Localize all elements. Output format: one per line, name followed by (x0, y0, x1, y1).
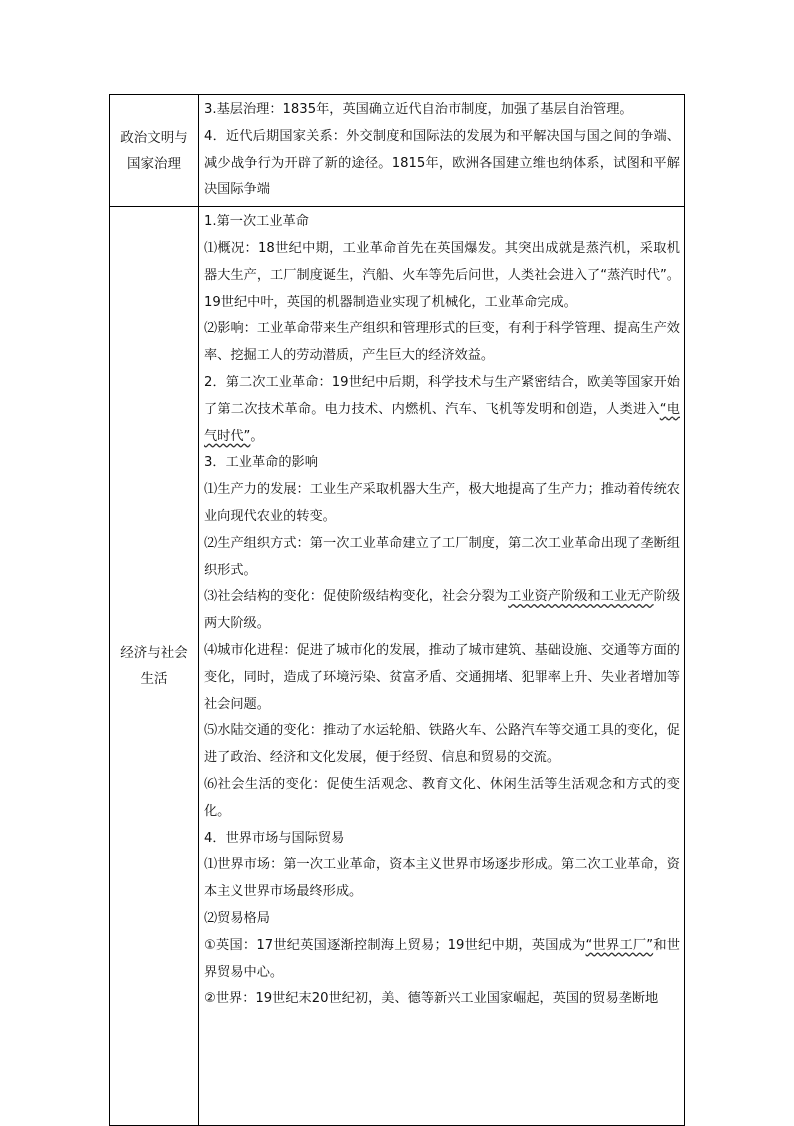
table-row (110, 207, 685, 1126)
text: ①英国：17世纪英国逐渐控制海上贸易；19世纪中期，英国成为 (204, 937, 586, 953)
underlined-term: “电气时代” (204, 401, 680, 444)
section-heading: 4．世界市场与国际贸易 (204, 830, 345, 846)
row-label-politics: 政治文明与国家治理 (110, 95, 199, 207)
paragraph: ⑵生产组织方式：第一次工业革命建立了工厂制度，第二次工业革命出现了垄断组织形式。 (204, 535, 680, 578)
paragraph: ⑹社会生活的变化：促使生活观念、教育文化、休闲生活等生活观念和方式的变化。 (204, 776, 680, 819)
underlined-term: “世界工厂” (585, 937, 654, 953)
paragraph: ⑴生产力的发展：工业生产采取机器大生产，极大地提高了生产力；推动着传统农业向现代农业的转变。 (204, 482, 680, 524)
paragraph: 4．近代后期国家关系：外交制度和国际法的发展为和平解决国与国之间的争端、减少战争行为开辟了新的途径。1815年，欧洲各国建立维也纳体系，试图和平解决国际争端 (204, 128, 680, 198)
paragraph (204, 933, 680, 987)
row-content-economy (199, 207, 685, 1126)
paragraph: ⑸水陆交通的变化：推动了水运轮船、铁路火车、公路汽车等交通工具的变化，促进了政治、经济和文化发展，便于经贸、信息和贸易的交流。 (204, 723, 680, 766)
row-content-politics (199, 95, 685, 207)
paragraph: ②世界：19世纪末20世纪初，美、德等新兴工业国家崛起，英国的贸易垄断地 (204, 991, 659, 1007)
row-label-economy: 经济与社会生活 (110, 207, 199, 1126)
paragraph: 3.基层治理：1835年，英国确立近代自治市制度，加强了基层自治管理。 (204, 102, 633, 117)
paragraph: ⑴概况：18世纪中期，工业革命首先在英国爆发。其突出成就是蒸汽机，采取机器大生产，工厂制度诞生，汽船、火车等先后问世，人类社会进入了“蒸汽时代”。19世纪中叶，英国的机器制造业实现了机械化，工业革命完成。 (204, 240, 680, 310)
text: 阶级两大阶级。 (204, 589, 681, 632)
text: 。 (250, 428, 264, 444)
section-heading: 3．工业革命的影响 (204, 455, 318, 471)
paragraph: ⑵贸易格局 (204, 910, 270, 926)
text: ⑶社会结构的变化：促使阶级结构变化，社会分裂为 (204, 589, 509, 605)
paragraph: ⑴世界市场：第一次工业革命，资本主义世界市场逐步形成。第二次工业革命，资本主义世界市场最终形成。 (204, 857, 680, 900)
paragraph: ⑷城市化进程：促进了城市化的发展，推动了城市建筑、基础设施、交通等方面的变化，同时，造成了环境污染、贫富矛盾、交通拥堵、犯罪率上升、失业者增加等社会问题。 (204, 642, 680, 712)
text: 和世界贸易中心。 (204, 937, 680, 980)
text: 2．第二次工业革命：19世纪中后期，科学技术与生产紧密结合，欧美等国家开始了第二次技术革命。电力技术、内燃机、汽车、飞机等发明和创造，人类进入 (204, 374, 680, 417)
content-table (109, 94, 685, 1126)
paragraph (204, 370, 680, 450)
paragraph: ⑵影响：工业革命带来生产组织和管理形式的巨变，有利于科学管理、提高生产效率、挖掘工人的劳动潜质，产生巨大的经济效益。 (204, 321, 680, 364)
paragraph (204, 584, 680, 638)
section-heading: 1.第一次工业革命 (204, 214, 309, 230)
table-row (110, 95, 685, 207)
underlined-term: 工业资产阶级和工业无产 (508, 589, 654, 605)
